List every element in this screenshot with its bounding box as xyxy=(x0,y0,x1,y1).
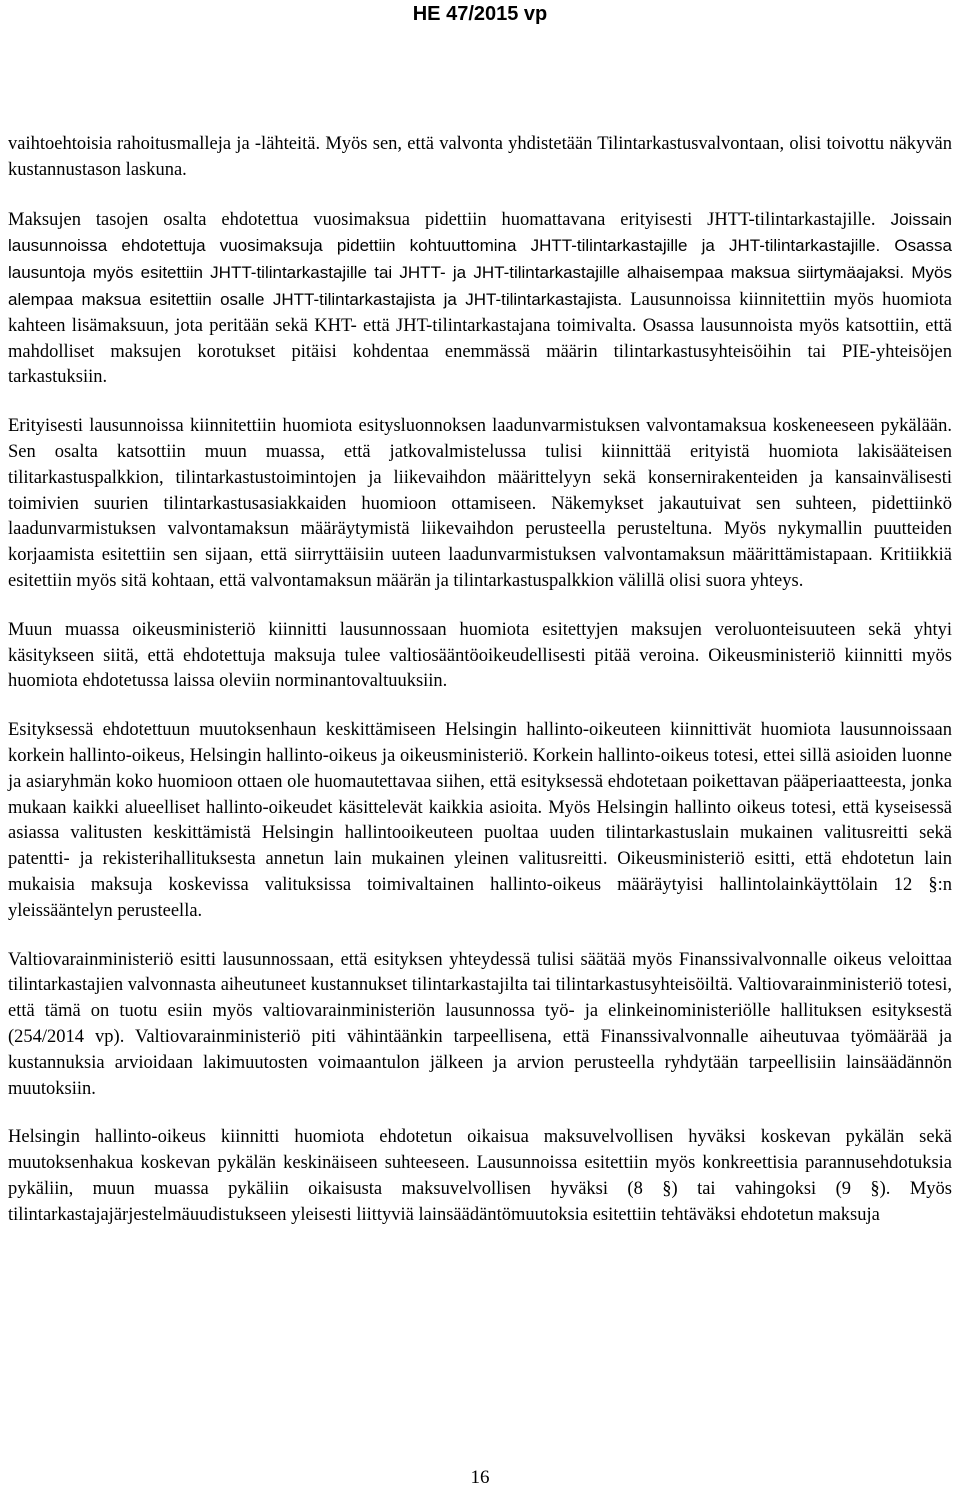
paragraph-6: Valtiovarainministeriö esitti lausunnossaan, että esityksen yhteydessä tulisi säätää myös Finanssivalvonnalle oikeus veloittaa tilintarkastajien valvonnasta aiheutuneet kustannukset tilintarkastajilta tai tilintarkastusyhteisöiltä. Valtiovarainministeriö totesi, että tämä on tuotu esiin myös valtiovarainministeriön lausunnossa työ- ja elinkeinoministeriölle hallituksen esityksestä (254/2014 vp). Valtiovarainministeriö piti vähintäänkin tarpeellisena, että Finanssivalvonnalle aiheutuvaa työmäärää ja kustannuksia arvioidaan lakimuutosten voimaantulon jälkeen ja arvion perusteella ryhdytään tarpeellisiin lainsäädännön muutoksiin. xyxy=(8,949,952,1099)
paragraph-5: Esityksessä ehdotettuun muutoksenhaun keskittämiseen Helsingin hallinto-oikeuteen kiinnittivät huomiota lausunnoissaan korkein hallinto-oikeus, Helsingin hallinto-oikeus ja oikeusministeriö. Korkein hallinto-oikeus totesi, ettei sillä asioiden luonne ja asiaryhmän koko huomioon ottaen ole huomautettavaa siihen, että esityksessä ehdotetaan poikettavan pääperiaatteesta, jonka mukaan kaikki alueelliset hallinto-oikeudet käsittelevät kaikkia asioita. Myös Helsingin hallinto oikeus totesi, että kyseisessä asiassa valitusten keskittämistä Helsingin hallintooikeuteen puoltaa uuden tilintarkastuslain mukainen valitusreitti sekä patentti- ja rekisterihallituksesta annetun lain mukainen yleinen valitusreitti. Oikeusministeriö esitti, että ehdotetun lain mukaisia maksuja koskevissa valituksissa toimivaltainen hallinto-oikeus määräytyisi hallintolainkäyttölain 12 §:n yleissääntelyn perusteella. xyxy=(8,720,952,921)
paragraph-2-part-3: Lausunnoissa kiinnitettiin myös huomiota kahteen lisämaksuun, jota peritään sekä KHT- että JHT-tilintarkastajana toimivalta. Osassa lausunnoista myös katsottiin, että mahdolliset maksujen korotukset pitäisi kohdentaa enemmässä määrin tilintarkastusyhteisöihin tai PIE-yhteisöjen tarkastuksiin. xyxy=(8,289,952,388)
page-number: 16 xyxy=(470,1467,490,1488)
document-header: HE 47/2015 vp xyxy=(412,3,548,25)
paragraph-2-part-1: Maksujen tasojen osalta ehdotettua vuosimaksua pidettiin huomattavana erityisesti JHTT-tilintarkastajille. xyxy=(8,209,876,230)
paragraph-1: vaihtoehtoisia rahoitusmalleja ja -lähteitä. Myös sen, että valvonta yhdistetään Tilintarkastusvalvontaan, olisi toivottu näkyvän kustannustason laskuna. xyxy=(8,134,952,180)
paragraph-2 xyxy=(8,207,952,392)
document-body xyxy=(8,132,952,1251)
paragraph-3: Erityisesti lausunnoissa kiinnitettiin huomiota esitysluonnoksen laadunvarmistuksen valvontamaksua koskeneeseen pykälään. Sen osalta katsottiin muun muassa, että jatkovalmistelussa tulisi kiinnittää erityistä huomiota lakisääteisen tilitarkastuspalkkion, tilintarkastustoimintojen ja liikevaihdon määrittelyyn sekä konsernirakenteiden ja kansainvälisesti toimivien suurien tilintarkastusasiakkaiden huomioon ottamiseen. Näkemykset jakautuivat sen suhteen, pidettiinkö laadunvarmistuksen valvontamaksun määräytymistä liikevaihdon perusteella perusteltuna. Myös nykymallin puutteiden korjaamista esitettiin sen sijaan, että siirryttäisiin uuteen laadunvarmistuksen valvontamaksun määrittämistapaan. Kritiikkiä esitettiin myös sitä kohtaan, että valvontamaksun määrän ja tilintarkastuspalkkion välillä olisi suora yhteys. xyxy=(8,416,952,591)
paragraph-7: Helsingin hallinto-oikeus kiinnitti huomiota ehdotetun oikaisua maksuvelvollisen hyväksi koskevan pykälän sekä muutoksenhakua koskevan pykälän keskinäiseen suhteeseen. Lausunnoissa esitettiin myös konkreettisia parannusehdotuksia pykäliin, muun muassa pykäliin oikaisusta maksuvelvollisen hyväksi (8 §) tai vahingoksi (9 §). Myös tilintarkastajajärjestelmäuudistukseen yleisesti liittyviä lainsäädäntömuutoksia esitettiin tehtäväksi ehdotetun maksuja xyxy=(8,1127,952,1225)
paragraph-2-part-2: Joissain lausunnoissa ehdotettuja vuosimaksuja pidettiin kohtuuttomina JHTT-tilintarkastajille ja JHT-tilintarkastajille. Osassa lausuntoja myös esitettiin JHTT-tilintarkastajille tai JHTT- ja JHT-tilintarkastajille alhaisempaa maksua siirtymäajaksi. Myös alempaa maksua esitettiin osalle JHTT-tilintarkastajista ja JHT-tilintarkastajista. xyxy=(8,209,953,309)
paragraph-4: Muun muassa oikeusministeriö kiinnitti lausunnossaan huomiota esitettyjen maksujen veroluonteisuuteen sekä yhtyi käsitykseen siitä, että ehdotettuja maksuja tulee valtiosääntöoikeudellisesti pitää veroina. Oikeusministeriö kiinnitti myös huomiota ehdotetussa laissa oleviin norminantovaltuuksiin. xyxy=(8,619,952,692)
